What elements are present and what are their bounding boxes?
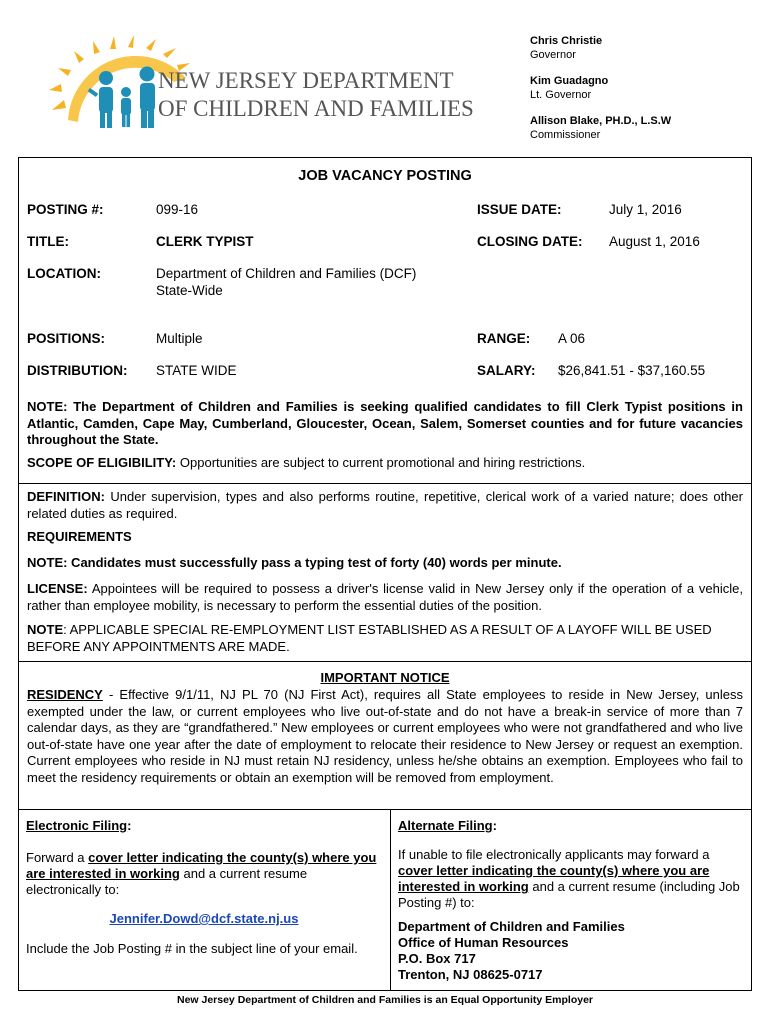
email-link[interactable]: Jennifer.Dowd@dcf.state.nj.us — [109, 911, 299, 926]
alternate-filing — [398, 818, 744, 983]
positions-label: POSITIONS: — [27, 331, 106, 346]
electronic-filing — [26, 818, 382, 957]
official-lt-governor: Kim Guadagno Lt. Governor — [530, 75, 609, 101]
email-link-wrapper — [26, 911, 382, 927]
typing-test-note: NOTE: Candidates must successfully pass a typing test of forty (40) words per minute. — [27, 555, 562, 570]
distribution-value: STATE WIDE — [156, 363, 237, 378]
department-logo — [46, 30, 474, 140]
salary-value: $26,841.51 - $37,160.55 — [558, 363, 706, 378]
filing-divider — [390, 809, 391, 991]
requirements-heading: REQUIREMENTS — [27, 529, 132, 544]
distribution-label: DISTRIBUTION: — [27, 363, 128, 378]
svg-text:NEW JERSEY DEPARTMENT: NEW JERSEY DEPARTMENT — [158, 68, 454, 93]
svg-text:OF CHILDREN AND FAMILIES: OF CHILDREN AND FAMILIES — [158, 96, 474, 121]
equal-opportunity-footer: New Jersey Department of Children and Families is an Equal Opportunity Employer — [176, 994, 593, 1006]
closing-date-value: August 1, 2016 — [609, 234, 700, 249]
issue-date-value: July 1, 2016 — [609, 202, 682, 217]
alternate-filing-heading: Alternate Filing: — [398, 818, 497, 833]
definition: DEFINITION: Under supervision, types and also performs routine, repetitive, clerical work of a varied nature; does other related duties as required. — [27, 489, 743, 521]
officials-list — [530, 34, 671, 154]
electronic-instructions: Forward a cover letter indicating the county(s) where you are interested in working and a current resume electronically to: — [26, 850, 377, 897]
license-requirement: LICENSE: Appointees will be required to possess a driver's license valid in New Jersey only if the operation of a vehicle, rather than employee mobility, is necessary to perform the essential duties of the position. — [27, 581, 743, 613]
page-title: JOB VACANCY POSTING — [298, 168, 472, 184]
definition-section — [18, 483, 752, 661]
important-notice-heading: IMPORTANT NOTICE — [320, 670, 450, 685]
alternate-instructions: If unable to file electronically applicants may forward a cover letter indicating the county(s) where you are interested in working and a current resume (including Job Posting #) to: — [398, 847, 740, 910]
official-commissioner: Allison Blake, PH.D., L.S.W Commissioner — [530, 115, 672, 141]
range-value: A 06 — [558, 331, 586, 346]
reemployment-note: NOTE: APPLICABLE SPECIAL RE-EMPLOYMENT LIST ESTABLISHED AS A RESULT OF A LAYOFF WILL BE USED BEFORE ANY APPOINTMENTS ARE MADE. — [27, 622, 712, 654]
range-label: RANGE: — [477, 331, 531, 346]
issue-date-label: ISSUE DATE: — [477, 202, 562, 217]
location-label: LOCATION: — [27, 266, 101, 281]
important-notice-section — [18, 661, 752, 809]
location-value: Department of Children and Families (DCF) State-Wide — [156, 266, 417, 298]
salary-label: SALARY: — [477, 363, 536, 378]
posting-details-section — [18, 157, 752, 483]
residency-notice: RESIDENCY - Effective 9/1/11, NJ PL 70 (NJ First Act), requires all State employees to reside in New Jersey, unless exempted under the law, or current employees who live out-of-state and do not have a break-in service of more than 7 calendar days, as they are “grandfathered.” New employees or current employees who were not grandfathered and who live out-of-state have one year after the date of employment to relocate their residence to New Jersey or request an exemption. Current employees who reside in NJ must retain NJ residency, unless he/she obtains an exemption. Employees who fail to meet the residency requirements or obtain an exemption will be removed from employment. — [27, 687, 743, 785]
closing-date-label: CLOSING DATE: — [477, 234, 583, 249]
title-value: CLERK TYPIST — [156, 234, 254, 249]
posting-number-value: 099-16 — [156, 202, 199, 217]
scope-of-eligibility: SCOPE OF ELIGIBILITY: Opportunities are subject to current promotional and hiring restrictions. — [27, 455, 586, 470]
electronic-filing-heading: Electronic Filing: — [26, 818, 132, 833]
official-governor: Chris Christie Governor — [530, 35, 603, 61]
mailing-address: Department of Children and Families Office of Human Resources P.O. Box 717 Trenton, NJ 08625-0717 — [398, 919, 625, 982]
title-label: TITLE: — [27, 234, 69, 249]
subject-line-instructions: Include the Job Posting # in the subject line of your email. — [26, 941, 358, 956]
counties-note: NOTE: The Department of Children and Families is seeking qualified candidates to fill Clerk Typist positions in Atlantic, Camden, Cape May, Cumberland, Gloucester, Ocean, Salem, Somerset counties and for future vacancies throughout the State. — [27, 399, 743, 447]
posting-number-label: POSTING #: — [27, 202, 104, 217]
positions-value: Multiple — [156, 331, 203, 346]
sun-family-logo-icon — [46, 30, 474, 140]
